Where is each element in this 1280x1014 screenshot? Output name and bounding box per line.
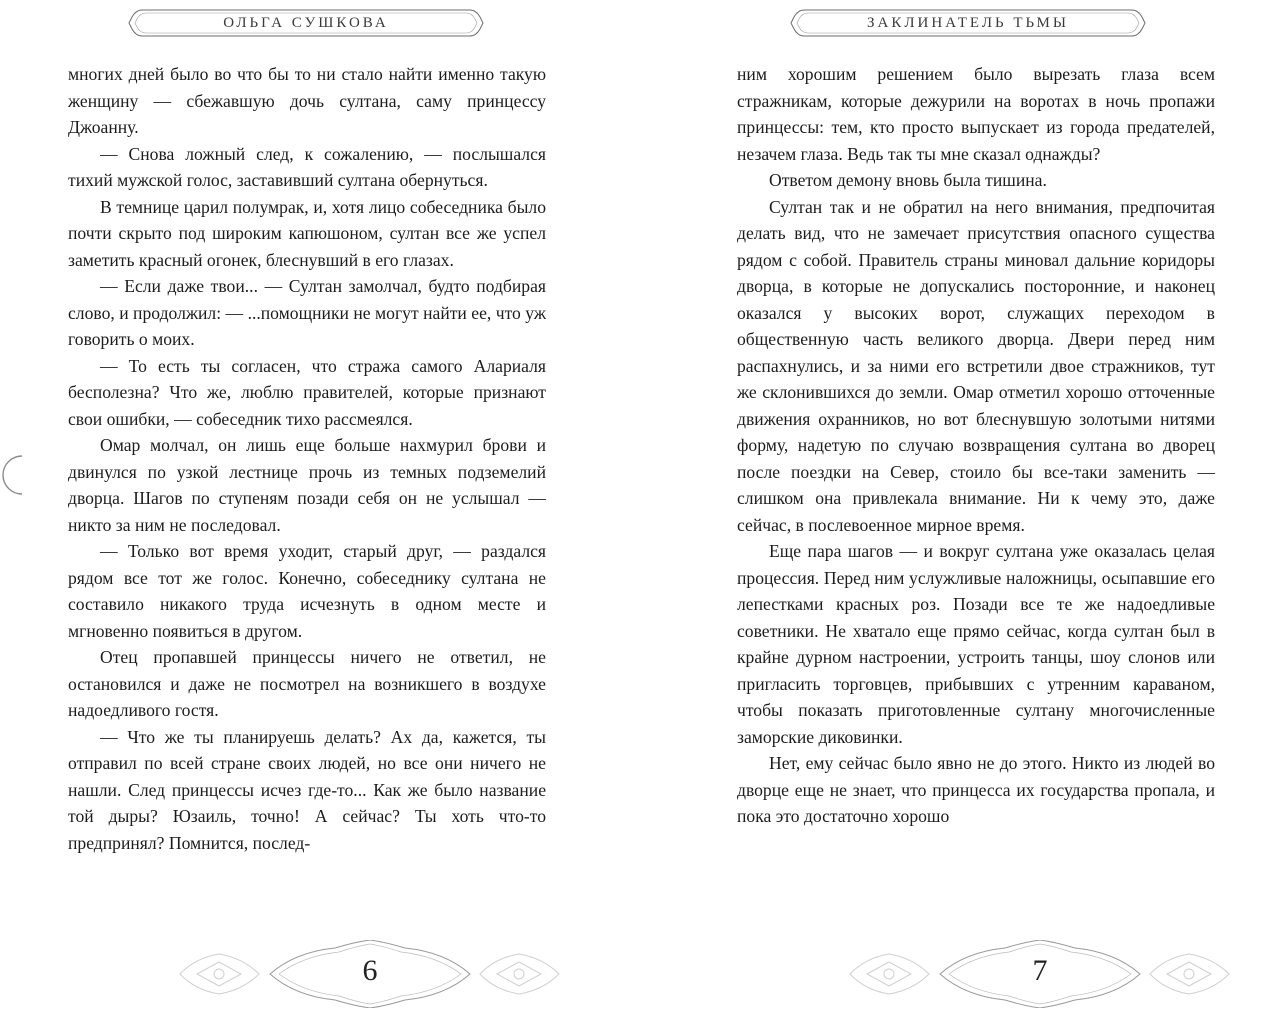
paragraph: многих дней было во что бы то ни стало найти именно такую женщину — сбежавшую дочь султана, саму принцессу Джоанну. <box>68 64 546 137</box>
crescent-moon-icon <box>0 453 40 497</box>
author-name: ОЛЬГА СУШКОВА <box>223 15 389 31</box>
paragraph: Отец пропавшей принцессы ничего не ответил, не остановился и даже не посмотрел на возникшего в воздухе надоедливого гостя. <box>68 647 546 720</box>
paragraph: Ответом демону вновь была тишина. <box>769 170 1047 190</box>
paragraph: Султан так и не обратил на него внимания, предпочитая делать вид, что не замечает присутствия опасного существа рядом с собой. Правитель страны миновал дальние коридоры дворца, в которые не допускались посторонние, и наконец оказался у высоких ворот, служащих переходом в общественную часть великого дворца. Двери перед ним распахнулись, и за ними его встретили двое стражников, тут же склонившихся до земли. Омар отметил хорошо отточенные движения охранников, но вот блеснувшую золотыми нитями форму, надетую по случаю возвращения султана во дворец после поездки на Север, стоило бы все-таки заменить — слишком она привлекала внимание. Ни к чему это, даже сейчас, в послевоенное мирное время. <box>737 196 1215 535</box>
page-number: 7 <box>1032 954 1048 987</box>
page-number: 6 <box>362 954 378 987</box>
paragraph: Омар молчал, он лишь еще больше нахмурил брови и двинулся по узкой лестнице прочь из темных подземелий дворца. Шагов по ступеням позади себя он не услышал — никто за ним не последовал. <box>68 435 546 535</box>
paragraph: — Только вот время уходит, старый друг, — раздался рядом все тот же голос. Конечно, собеседнику султана не составило никакого труда исчезнуть в одном месте и мгновенно появиться в другом. <box>68 541 546 641</box>
folio-left <box>175 940 565 1008</box>
running-header-left <box>128 8 484 38</box>
paragraph: — Снова ложный след, к сожалению, — послышался тихий мужской голос, заставивший султана обернуться. <box>68 143 546 190</box>
folio-right <box>845 940 1235 1008</box>
paragraph: — Что же ты планируешь делать? Ах да, кажется, ты отправил по всей стране своих людей, но все они ничего не нашли. След принцессы исчез где-то... Как же было название той дыры? Юзаиль, точно! А сейчас? Ты хоть что-то предпринял? Помнится, послед- <box>68 726 546 853</box>
paragraph: — Если даже твои... — Султан замолчал, будто подбирая слово, и продолжил: — ...помощники не могут найти ее, что уж говорить о моих. <box>68 276 546 349</box>
paragraph: — То есть ты согласен, что стража самого Алариаля бесполезна? Что же, люблю правителей, которые признают свои ошибки, — собеседник тихо рассмеялся. <box>68 355 546 429</box>
crescent-moon-icon <box>1245 453 1280 497</box>
paragraph: Еще пара шагов — и вокруг султана уже оказалась целая процессия. Перед ним услужливые наложницы, осыпавшие его лепестками красных роз. Позади все те же надоедливые советники. Не хватало еще прямо сейчас, когда султан был в крайне дурном настроении, устроить танцы, шоу слонов или пригласить торговцев, прибывших с утренним караваном, чтобы показать приготовленные султану многочисленные заморские диковинки. <box>737 541 1215 747</box>
paragraph: В темнице царил полумрак, и, хотя лицо собеседника было почти скрыто под широким капюшоном, султан все же успел заметить красный огонек, блеснувший в его глазах. <box>68 196 546 270</box>
book-title: ЗАКЛИНАТЕЛЬ ТЬМЫ <box>867 15 1069 31</box>
right-body-text <box>737 61 1215 830</box>
paragraph: ним хорошим решением было вырезать глаза всем стражникам, которые дежурили на воротах в ночь пропажи принцессы: тем, кто просто выпускает из города предателей, незачем глаза. Ведь так ты мне сказал однажды? <box>737 64 1215 164</box>
left-body-text <box>68 61 546 856</box>
paragraph: Нет, ему сейчас было явно не до этого. Никто из людей во дворце еще не знает, что принцесса их государства пропала, и пока это достаточно хорошо <box>737 753 1215 826</box>
right-page <box>640 0 1280 1014</box>
running-header-right <box>790 8 1146 38</box>
